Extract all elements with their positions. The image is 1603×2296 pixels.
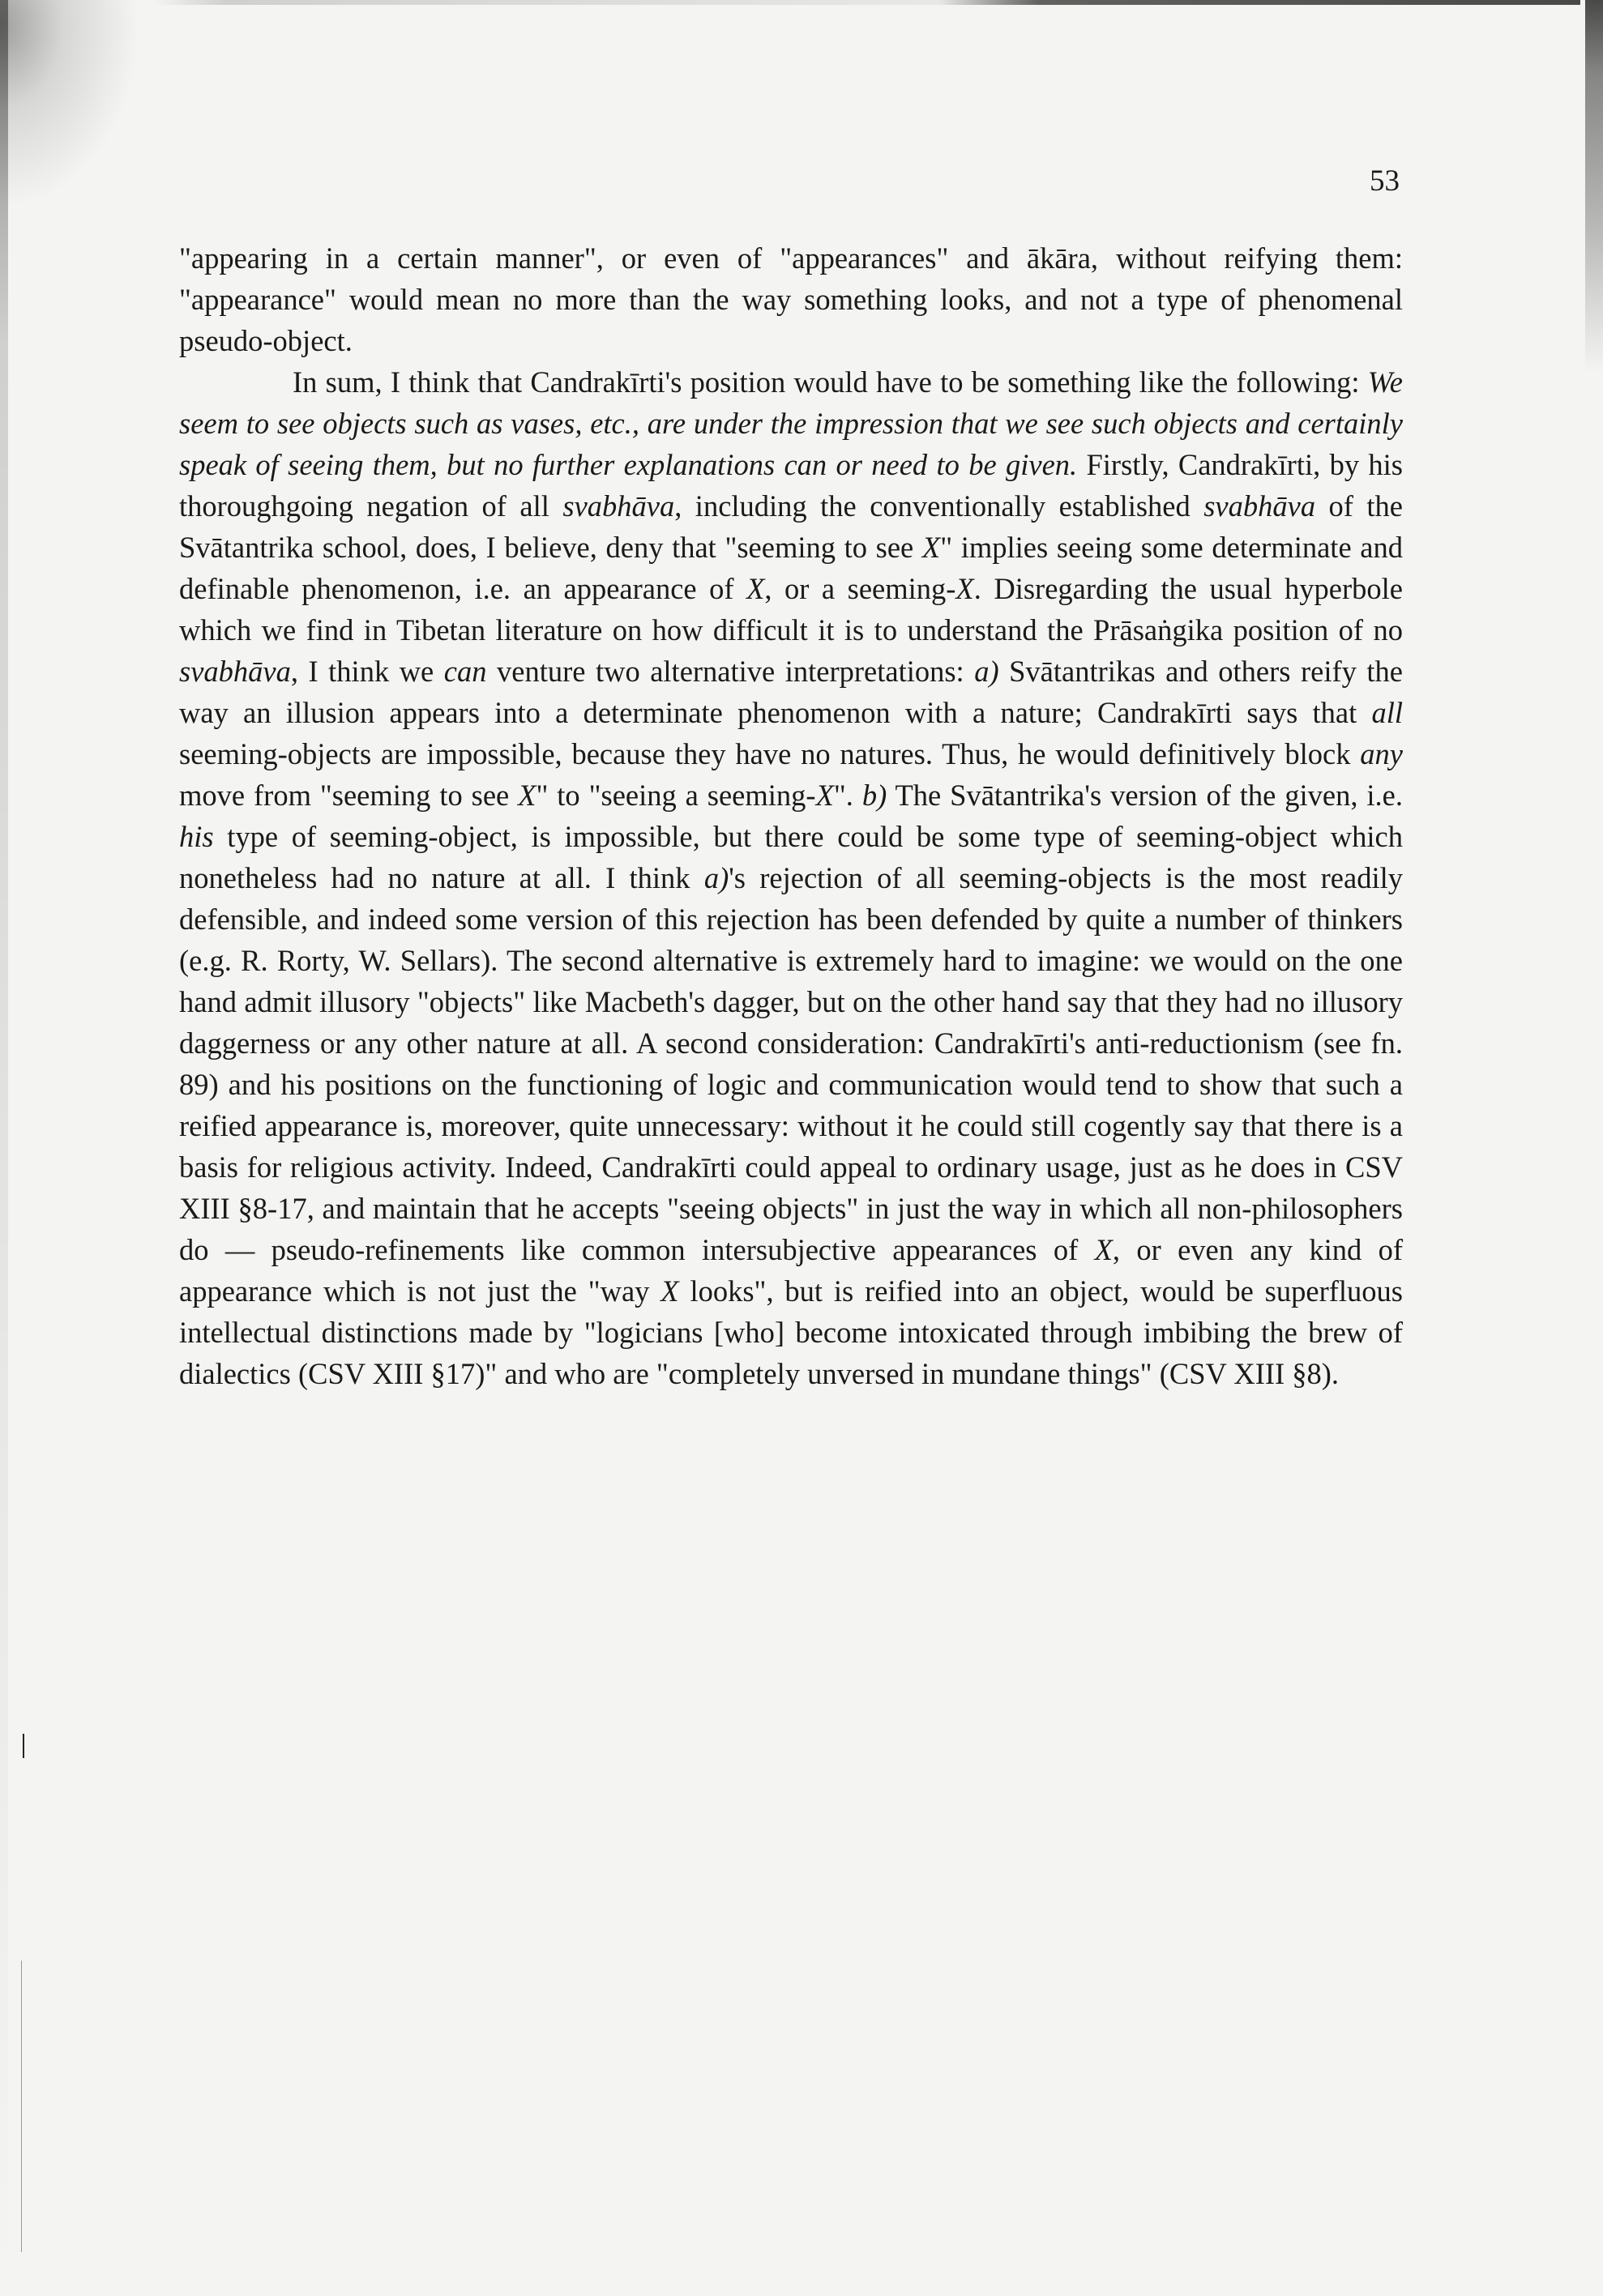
paragraph-1: "appearing in a certain manner", or even of "appearances" and ākāra, without reifying them: "appearance" would mean no more than the way something looks, and not a type of phenomenal pseudo-object. — [179, 241, 1403, 357]
variable-x: X — [660, 1274, 679, 1308]
scan-shadow-top-edge — [154, 0, 1580, 5]
emphasis-his: his — [179, 820, 214, 853]
text-run: ". — [833, 779, 862, 812]
text-run: move from "seeming to see — [179, 779, 519, 812]
text-run: type of seeming-object, is impossible, but there could be some type of seeming-object which nonetheless had no nature at all. I think — [179, 820, 1403, 894]
scan-artifact-mark — [23, 1734, 24, 1758]
alternative-a-marker: a) — [703, 861, 729, 894]
emphasis-can: can — [443, 655, 487, 688]
text-run: Svātantrikas and others reify the way an illusion appears into a determinate phenomenon with a nature; Candrakīrti says that — [179, 655, 1404, 729]
variable-x: X — [1094, 1233, 1113, 1266]
paragraph-2 — [179, 361, 1403, 1394]
term-svabhava: svabhāva — [179, 655, 291, 688]
sentence-intro: In sum, I think that Candrakīrti's position would have to be something like the following: — [293, 365, 1368, 399]
italic-thesis: We seem to see objects such as vases, etc., are under the impression that we see such objects and certainly speak of seeing them, but no further explanations can or need to be given. — [179, 365, 1403, 481]
scan-artifact-line — [21, 1961, 22, 2252]
variable-x: X — [955, 572, 974, 605]
text-run: " to "seeing a seeming- — [536, 779, 816, 812]
text-run: 's rejection of all seeming-objects is the most readily defensible, and indeed some version of this rejection has been defended by quite a number of thinkers (e.g. R. Rorty, W. Sellars). The second alternative is extremely hard to imagine: we would on the one hand admit illusory "objects" like Macbeth's dagger, but on the other hand say that they had no illusory daggerness or any other nature at all. A second consideration: Candrakīrti's anti-reductionism (see fn. 89) and his positions on the functioning of logic and communication would tend to show that such a reified appearance is, moreover, quite unnecessary: without it he could still cogently say that there is a basis for religious activity. Indeed, Candrakīrti could appeal to ordinary usage, just as he does in CSV XIII §8-17, and maintain that he accepts "seeing objects" in just the way in which all non-philosophers do — pseudo-refinements like common intersubjective appearances of — [179, 861, 1403, 1266]
page-number: 53 — [1370, 164, 1400, 198]
text-run: Firstly, Candrakīrti, by his thoroughgoing negation of all — [179, 448, 1403, 523]
scan-shadow-left-edge — [0, 0, 8, 2296]
alternative-b-marker: b) — [861, 779, 887, 812]
term-svabhava: svabhāva — [562, 489, 675, 523]
text-run: , or a seeming- — [764, 572, 956, 605]
term-svabhava: svabhāva — [1203, 489, 1316, 523]
text-run: venture two alternative interpretations: — [486, 655, 975, 688]
variable-x: X — [815, 779, 834, 812]
scan-shadow-right-edge — [1585, 0, 1603, 373]
text-run: , or even any kind of appearance which is not just the "way — [179, 1233, 1403, 1308]
emphasis-any: any — [1360, 737, 1403, 770]
text-run: " implies seeing some determinate and definable phenomenon, i.e. an appearance of — [179, 531, 1403, 605]
emphasis-all: all — [1371, 696, 1403, 729]
text-run: looks", but is reified into an object, would be superfluous intellectual distinctions made by "logicians [who] become intoxicated through imbibing the brew of dialectics (CSV XIII §17)" and who are "completely unversed in mundane things" (CSV XIII §8). — [179, 1274, 1403, 1390]
variable-x: X — [746, 572, 765, 605]
alternative-a-marker: a) — [974, 655, 999, 688]
scan-shadow-top-left-corner — [0, 0, 178, 259]
text-run: of the Svātantrika school, does, I believe, deny that "seeming to see — [179, 489, 1403, 564]
variable-x: X — [518, 779, 536, 812]
text-run: seeming-objects are impossible, because they have no natures. Thus, he would definitively block — [179, 737, 1361, 770]
text-run: , including the conventionally established — [674, 489, 1204, 523]
text-run: . Disregarding the usual hyperbole which we find in Tibetan literature on how difficult it is to understand the Prāsaṅgika position of no — [179, 572, 1403, 647]
page-body — [179, 237, 1403, 1394]
text-run: , I think we — [290, 655, 444, 688]
variable-x: X — [921, 531, 941, 564]
text-run: The Svātantrika's version of the given, i.e. — [887, 779, 1404, 812]
